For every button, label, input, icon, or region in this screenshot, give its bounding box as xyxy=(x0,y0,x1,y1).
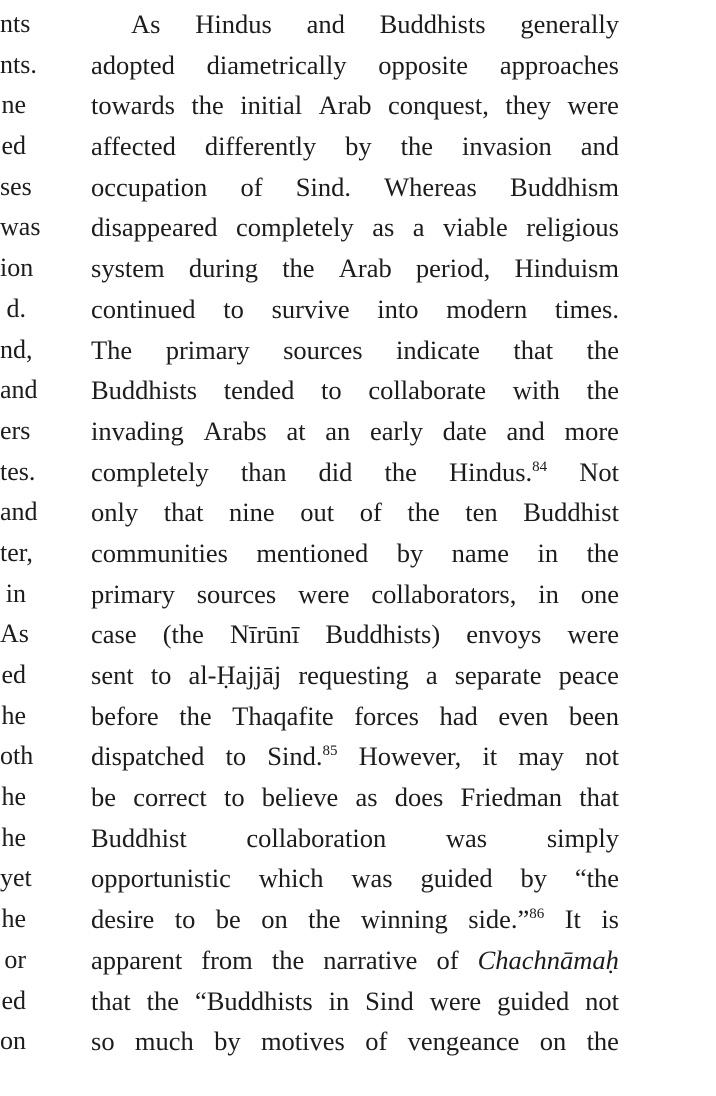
text-line: invading Arabs at an early date and more xyxy=(91,415,619,446)
text-line: apparent from the narrative of Chachnāmaḥ xyxy=(91,944,619,975)
left-column-fragment: ne xyxy=(1,90,26,120)
left-column-fragment: oth xyxy=(0,741,34,771)
left-column-fragment: nd, xyxy=(0,334,33,364)
footnote-marker: 84 xyxy=(532,458,548,475)
text-line: desire to be on the winning side.”$^{86}$ It is xyxy=(91,904,619,935)
left-column-fragment: tes. xyxy=(0,456,36,486)
text-line: case (the Nīrūnī Buddhists) envoys were xyxy=(91,619,619,650)
text-line: that the “Buddhists in Sind were guided not xyxy=(91,985,619,1016)
text-line: primary sources were collaborators, in one xyxy=(91,578,619,609)
footnote-marker: 85 xyxy=(322,743,338,760)
text-line: only that nine out of the ten Buddhist xyxy=(91,497,619,528)
left-column-fragment: or xyxy=(4,944,26,974)
text-line: system during the Arab period, Hinduism xyxy=(91,253,619,284)
text-line: Buddhist collaboration was simply xyxy=(91,822,619,853)
left-column-fragment: ed xyxy=(1,660,26,689)
text-line: communities mentioned by name in the xyxy=(91,537,619,568)
text-line: towards the initial Arab conquest, they were xyxy=(91,90,619,121)
left-page-column xyxy=(0,4,41,1062)
left-column-fragment: yet xyxy=(0,863,32,893)
text-line: sent to al-Ḥajjāj requesting a separate peace xyxy=(91,660,619,690)
left-column-fragment: ed xyxy=(1,985,26,1015)
left-column-fragment: nts. xyxy=(0,49,37,79)
text-line: dispatched to Sind.$^{85}$ However, it may not xyxy=(91,741,619,772)
text-line: As Hindus and Buddhists generally xyxy=(131,9,619,39)
text-line: continued to survive into modern times. xyxy=(91,293,619,324)
text-line: so much by motives of vengeance on the xyxy=(91,1026,619,1057)
text-line: The primary sources indicate that the xyxy=(91,334,619,365)
left-column-fragment: ed xyxy=(1,131,26,161)
text-line: Buddhists tended to collaborate with the xyxy=(91,375,619,406)
left-column-fragment: he xyxy=(1,822,26,852)
left-column-fragment: was xyxy=(0,212,41,242)
left-column-fragment: ter, xyxy=(0,537,33,567)
text-line: opportunistic which was guided by “the xyxy=(91,863,619,894)
left-column-fragment: on xyxy=(0,1026,26,1056)
left-column-fragment: in xyxy=(5,578,26,608)
left-column-fragment: ion xyxy=(0,253,34,283)
left-column-fragment: and xyxy=(0,375,38,405)
text-line: disappeared completely as a viable religious xyxy=(91,212,619,243)
left-column-fragment: nts xyxy=(0,9,31,38)
text-line: before the Thaqafite forces had even been xyxy=(91,700,619,731)
left-column-fragment: ses xyxy=(0,171,32,201)
left-column-fragment: he xyxy=(1,904,26,934)
left-column-fragment: he xyxy=(1,700,26,730)
text-line: adopted diametrically opposite approaches xyxy=(91,49,619,80)
text-line: completely than did the Hindus.$^{84}$ Not xyxy=(91,456,619,487)
left-column-fragment: he xyxy=(1,782,26,812)
left-column-fragment: ers xyxy=(0,415,31,445)
footnote-marker: 86 xyxy=(529,906,545,923)
text-line: be correct to believe as does Friedman that xyxy=(91,782,619,813)
text-line: occupation of Sind. Whereas Buddhism xyxy=(91,171,619,202)
main-text-column xyxy=(91,4,619,1062)
left-column-fragment: As xyxy=(0,619,29,649)
text-line: affected differently by the invasion and xyxy=(91,131,619,162)
left-column-fragment: d. xyxy=(6,293,26,323)
left-column-fragment: and xyxy=(0,497,38,527)
